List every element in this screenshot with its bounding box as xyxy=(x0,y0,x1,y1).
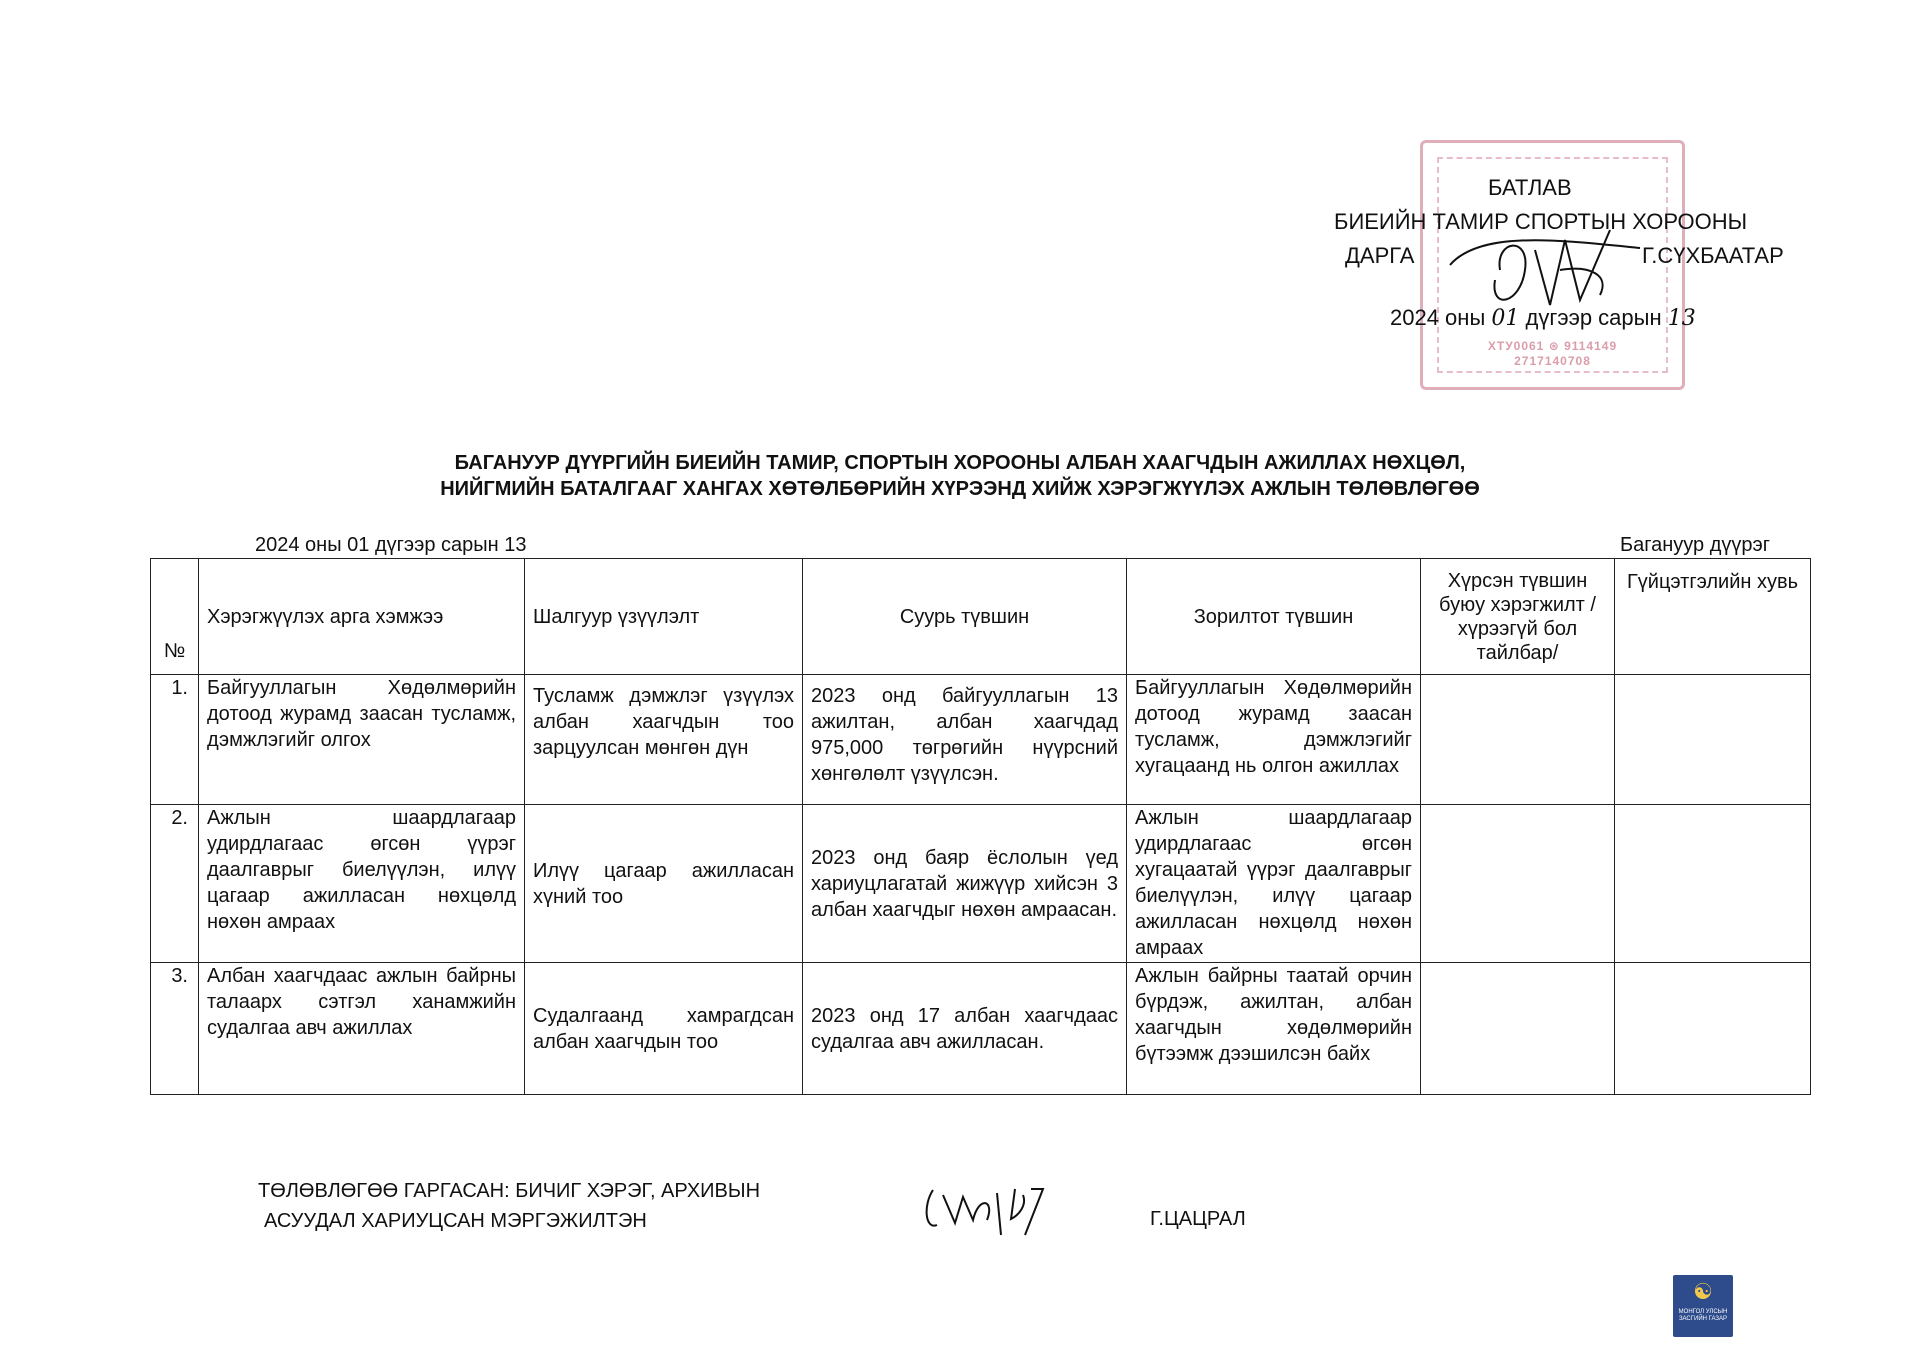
emblem-line1: МОНГОЛ УЛСЫН xyxy=(1678,1309,1728,1315)
approval-date-prefix: 2024 оны xyxy=(1390,305,1486,330)
document-title xyxy=(300,450,1620,502)
header-performance: Гүйцэтгэлийн хувь xyxy=(1615,559,1811,675)
row-num: 3. xyxy=(151,963,199,1095)
row-num: 2. xyxy=(151,805,199,963)
preparer-name: Г.ЦАЦРАЛ xyxy=(1150,1208,1246,1230)
row-num: 1. xyxy=(151,675,199,805)
stamp-code-line1: ХТУ0061 ⊛ 9114149 xyxy=(1487,339,1618,353)
plan-table xyxy=(150,558,1811,1095)
table-row xyxy=(151,675,1811,805)
row-action: Албан хаагчдаас ажлын байрны талаарх сэтгэл ханамжийн судалгаа авч ажиллах xyxy=(199,963,525,1095)
row-indicator: Судалгаанд хамрагдсан албан хаагчдын тоо xyxy=(525,963,803,1095)
emblem-line2: ЗАСГИЙН ГАЗАР xyxy=(1678,1316,1728,1322)
approval-heading: БАТЛАВ xyxy=(1488,175,1572,200)
table-row xyxy=(151,805,1811,963)
document-title-line1: БАГАНУУР ДҮҮРГИЙН БИЕИЙН ТАМИР, СПОРТЫН ХОРООНЫ АЛБАН ХААГЧДЫН АЖИЛЛАХ НӨХЦӨЛ, xyxy=(454,452,1466,474)
document-date: 2024 оны 01 дүгээр сарын 13 xyxy=(255,534,527,556)
government-emblem xyxy=(1673,1275,1733,1337)
document-location: Багануур дүүрэг xyxy=(1620,534,1771,556)
row-baseline: 2023 онд байгууллагын 13 ажилтан, албан хаагчдад 975,000 төгрөгийн нүүрсний хөнгөлөлт үзүүлсэн. xyxy=(803,675,1127,805)
row-achieved xyxy=(1421,963,1615,1095)
header-action: Хэрэгжүүлэх арга хэмжээ xyxy=(199,559,525,675)
header-indicator: Шалгуур үзүүлэлт xyxy=(525,559,803,675)
row-achieved xyxy=(1421,805,1615,963)
row-target: Ажлын шаардлагаар удирдлагаас өгсөн хугацаатай үүрэг даалгаврыг биелүүлэн, илүү цагаар ажилласан нөхцөлд нөхөн амраах xyxy=(1127,805,1421,963)
row-action: Байгууллагын Хөдөлмөрийн дотоод журамд заасан тусламж, дэмжлэгийг олгох xyxy=(199,675,525,805)
row-performance xyxy=(1615,675,1811,805)
preparer-signature xyxy=(915,1175,1065,1265)
table-row xyxy=(151,963,1811,1095)
approval-date xyxy=(1390,304,1696,333)
approval-name: Г.СҮХБААТАР xyxy=(1642,243,1784,268)
approval-date-middle: дүгээр сарын xyxy=(1525,305,1662,330)
row-target: Байгууллагын Хөдөлмөрийн дотоод журамд заасан тусламж, дэмжлэгийг хугацаанд нь олгон ажиллах xyxy=(1127,675,1421,805)
prepared-by-line1: ТӨЛӨВЛӨГӨӨ ГАРГАСАН: БИЧИГ ХЭРЭГ, АРХИВЫН xyxy=(258,1180,761,1202)
approval-position: ДАРГА xyxy=(1345,243,1415,268)
header-baseline: Суурь түвшин xyxy=(803,559,1127,675)
soyombo-icon: ☯ xyxy=(1693,1279,1713,1304)
row-action: Ажлын шаардлагаар удирдлагаас өгсөн үүрэг даалгаврыг биелүүлэн, илүү цагаар ажилласан нөхцөлд нөхөн амраах xyxy=(199,805,525,963)
header-num: № xyxy=(151,559,199,675)
header-target: Зорилтот түвшин xyxy=(1127,559,1421,675)
row-performance xyxy=(1615,805,1811,963)
row-performance xyxy=(1615,963,1811,1095)
row-indicator: Илүү цагаар ажилласан хүний тоо xyxy=(525,805,803,963)
row-achieved xyxy=(1421,675,1615,805)
stamp-code-line2: 2717140708 xyxy=(1514,354,1591,368)
document-title-line2: НИЙГМИЙН БАТАЛГААГ ХАНГАХ ХӨТӨЛБӨРИЙН ХҮРЭЭНД ХИЙЖ ХЭРЭГЖҮҮЛЭХ АЖЛЫН ТӨЛӨВЛӨГӨӨ xyxy=(440,478,1480,500)
approval-committee: БИЕИЙН ТАМИР СПОРТЫН ХОРООНЫ xyxy=(1334,209,1748,234)
approval-date-month: 01 xyxy=(1491,306,1520,331)
row-indicator: Тусламж дэмжлэг үзүүлэх албан хаагчдын тоо зарцуулсан мөнгөн дүн xyxy=(525,675,803,805)
prepared-by-line2: АСУУДАЛ ХАРИУЦСАН МЭРГЭЖИЛТЭН xyxy=(264,1210,647,1232)
table-header-row xyxy=(151,559,1811,675)
header-achieved: Хүрсэн түвшин буюу хэрэгжилт / хүрээгүй бол тайлбар/ xyxy=(1421,559,1615,675)
prepared-by xyxy=(258,1176,760,1236)
approval-date-day: 13 xyxy=(1667,306,1696,331)
row-baseline: 2023 онд 17 албан хаагчдаас судалгаа авч ажилласан. xyxy=(803,963,1127,1095)
row-target: Ажлын байрны таатай орчин бүрдэж, ажилтан, албан хаагчдын хөдөлмөрийн бүтээмж дээшилсэн байх xyxy=(1127,963,1421,1095)
row-baseline: 2023 онд баяр ёслолын үед хариуцлагатай жижүүр хийсэн 3 албан хаагчдыг нөхөн амраасан. xyxy=(803,805,1127,963)
